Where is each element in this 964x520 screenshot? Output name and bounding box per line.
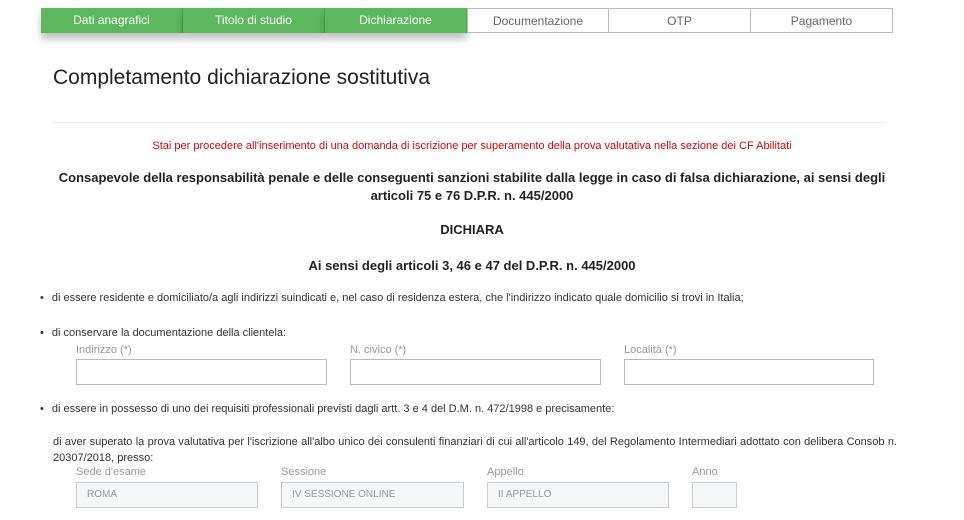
sede-label: Sede d'esame xyxy=(76,466,146,478)
indirizzo-input[interactable] xyxy=(76,359,327,385)
localita-input[interactable] xyxy=(624,359,874,385)
anno-label: Anno xyxy=(692,466,718,478)
prova-text: di aver superato la prova valutativa per l'iscrizione all'albo unico dei consulenti finanziari di cui all'articolo 149, del Regolamento Intermediari adottato con delibera Consob n. 20307/2018, presso: xyxy=(53,436,897,464)
warning-text: Stai per procedere all'inserimento di una domanda di iscrizione per superamento della prova valutativa nella sezione dei CF Abilitati xyxy=(152,140,792,152)
ai-sensi-heading: Ai sensi degli articoli 3, 46 e 47 del D.P.R. n. 445/2000 xyxy=(308,258,636,273)
bullet-documentazione: • di conservare la documentazione della clientela: xyxy=(40,327,286,339)
localita-label: Località (*) xyxy=(624,344,677,356)
divider xyxy=(53,122,886,123)
step-dati-anagrafici[interactable]: Dati anagrafici xyxy=(41,8,183,33)
civico-label: N. civico (*) xyxy=(350,344,407,356)
progress-steps xyxy=(41,8,893,33)
appello-input: II APPELLO xyxy=(487,482,669,508)
step-dichiarazione[interactable]: Dichiarazione xyxy=(325,8,467,33)
sede-input: ROMA xyxy=(76,482,258,508)
consapevole-text: Consapevole della responsabilità penale e delle conseguenti sanzioni stabilite dalla legge in caso di falsa dichiarazione, ai sensi degli articoli 75 e 76 D.P.R. n. 445/2000 xyxy=(58,170,886,203)
indirizzo-label: Indirizzo (*) xyxy=(76,344,132,356)
sessione-label: Sessione xyxy=(281,466,327,478)
bullet-requisiti: • di essere in possesso di uno dei requisiti professionali previsti dagli artt. 3 e 4 del D.M. n. 472/1998 e precisamente: xyxy=(40,403,614,415)
page-title: Completamento dichiarazione sostitutiva xyxy=(53,66,431,89)
step-pagamento: Pagamento xyxy=(751,8,893,33)
sessione-input: IV SESSIONE ONLINE xyxy=(281,482,464,508)
anno-input xyxy=(692,482,737,508)
dichiara-heading: DICHIARA xyxy=(440,222,504,237)
step-otp: OTP xyxy=(609,8,751,33)
step-titolo-di-studio[interactable]: Titolo di studio xyxy=(183,8,325,33)
appello-label: Appello xyxy=(487,466,524,478)
step-documentazione: Documentazione xyxy=(467,8,609,33)
bullet-residenza: • di essere residente e domiciliato/a agli indirizzi suindicati e, nel caso di residenza estera, che l'indirizzo indicato quale domicilio si trovi in Italia; xyxy=(40,292,744,304)
civico-input[interactable] xyxy=(350,359,601,385)
